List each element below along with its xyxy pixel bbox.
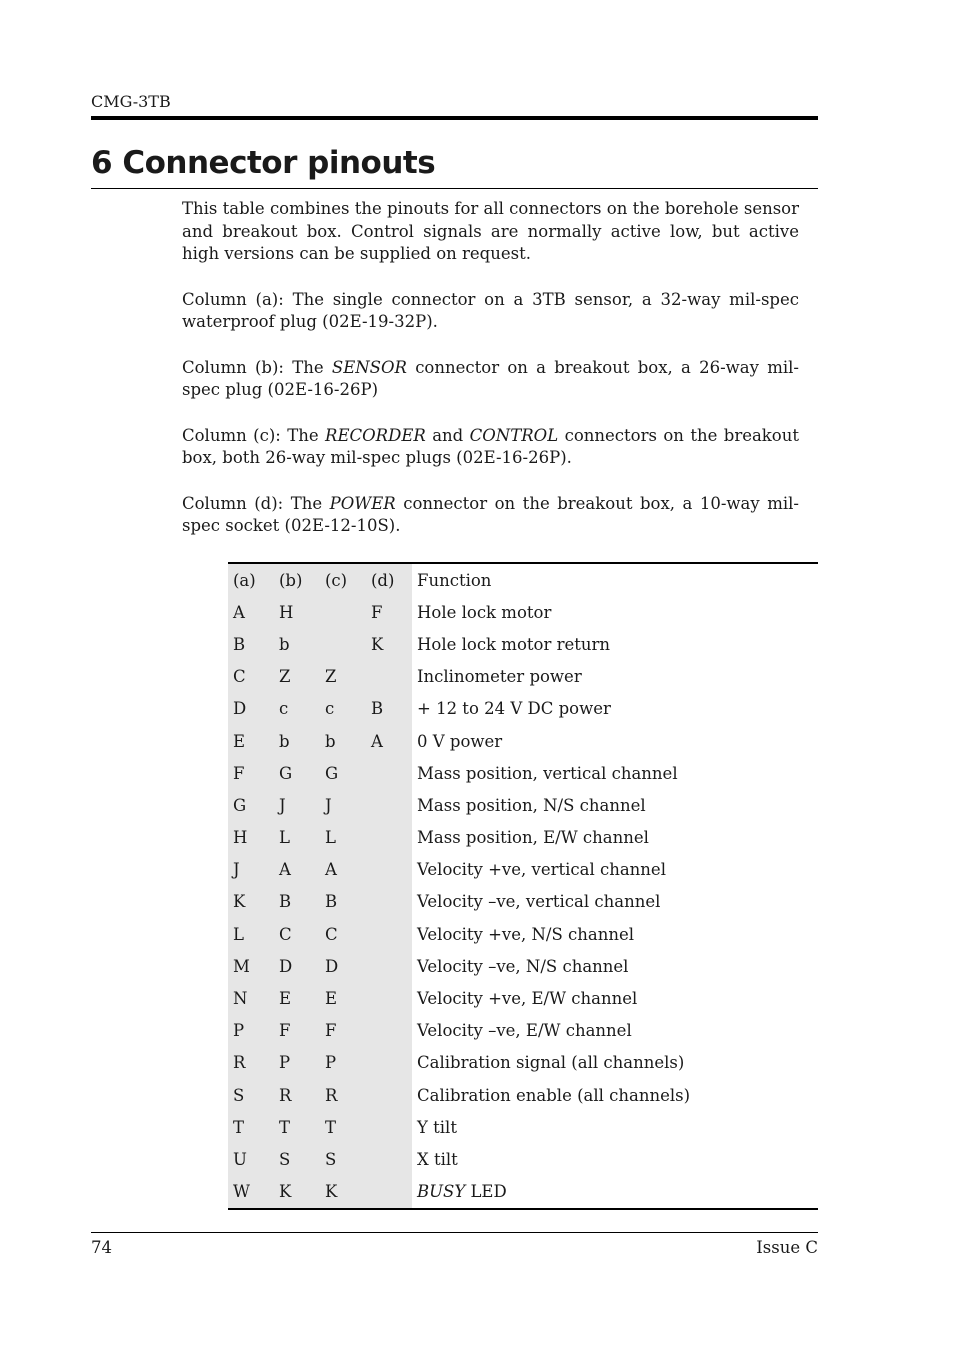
table-row (228, 1143, 818, 1175)
pin-cell-d (366, 1079, 412, 1111)
function-cell: Velocity –ve, vertical channel (417, 892, 661, 912)
function-cell: Velocity +ve, N/S channel (417, 924, 635, 944)
pin-cell-b: c (274, 693, 320, 725)
function-cell: + 12 to 24 V DC power (417, 699, 611, 719)
body-text (182, 198, 799, 561)
pin-cell-c: C (320, 918, 366, 950)
pin-cell-c: A (320, 854, 366, 886)
pin-cell-b: G (274, 757, 320, 789)
function-cell: Inclinometer power (417, 667, 582, 687)
pin-cell-b: K (274, 1176, 320, 1209)
pin-cell-b: D (274, 950, 320, 982)
pin-cell-c: R (320, 1079, 366, 1111)
pin-cell-a: E (228, 725, 274, 757)
paragraph-column-c (182, 425, 799, 470)
pin-cell-b: E (274, 982, 320, 1014)
pin-cell-c: F (320, 1015, 366, 1047)
function-cell: Velocity +ve, E/W channel (417, 989, 638, 1009)
table-body (228, 596, 818, 1209)
pin-cell-b: S (274, 1143, 320, 1175)
table-row (228, 886, 818, 918)
pin-cell-b: F (274, 1015, 320, 1047)
pin-cell-b: L (274, 822, 320, 854)
pin-cell-d (366, 854, 412, 886)
function-cell: Mass position, E/W channel (417, 828, 649, 848)
pin-cell-c: T (320, 1111, 366, 1143)
pin-cell-a: B (228, 628, 274, 660)
table-row (228, 789, 818, 821)
pin-cell-c: c (320, 693, 366, 725)
pin-cell-b: b (274, 628, 320, 660)
table-row (228, 596, 818, 628)
pin-cell-a: T (228, 1111, 274, 1143)
pinout-table (228, 562, 818, 1210)
pin-cell-a: P (228, 1015, 274, 1047)
pin-cell-b: P (274, 1047, 320, 1079)
pin-cell-c: P (320, 1047, 366, 1079)
pin-cell-d (366, 950, 412, 982)
pin-cell-a: R (228, 1047, 274, 1079)
pin-cell-d (366, 661, 412, 693)
pin-cell-d (366, 822, 412, 854)
function-cell: Velocity –ve, E/W channel (417, 1021, 632, 1041)
table-row (228, 693, 818, 725)
pin-cell-d: K (366, 628, 412, 660)
pin-cell-a: L (228, 918, 274, 950)
table-row (228, 1015, 818, 1047)
pin-cell-d (366, 1047, 412, 1079)
pin-cell-c: J (320, 789, 366, 821)
function-cell: Calibration enable (all channels) (417, 1085, 691, 1105)
chapter-title: 6 Connector pinouts (91, 145, 436, 181)
connector-name-recorder: RECORDER (325, 425, 426, 445)
table-row (228, 725, 818, 757)
table-row (228, 1176, 818, 1209)
header-col-d: (d) (366, 563, 412, 596)
paragraph-column-a: Column (a): The single connector on a 3TB sensor, a 32-way mil-spec waterproof plug (02E-19-32P). (182, 289, 799, 331)
header-rule (91, 116, 818, 120)
header-col-c: (c) (320, 563, 366, 596)
pin-cell-d (366, 1111, 412, 1143)
pin-cell-c (320, 628, 366, 660)
table-row (228, 628, 818, 660)
pin-cell-d (366, 982, 412, 1014)
pin-cell-d: B (366, 693, 412, 725)
pin-cell-b: Z (274, 661, 320, 693)
text-fragment: LED (465, 1182, 507, 1202)
pin-cell-c (320, 596, 366, 628)
table-row (228, 1047, 818, 1079)
table-row (228, 950, 818, 982)
function-cell: Hole lock motor return (417, 634, 611, 654)
page-number: 74 (91, 1238, 112, 1257)
pin-cell-a: F (228, 757, 274, 789)
footer-rule (91, 1232, 818, 1233)
pin-cell-a: J (228, 854, 274, 886)
pin-cell-c: B (320, 886, 366, 918)
pin-cell-c: G (320, 757, 366, 789)
pin-cell-c: L (320, 822, 366, 854)
connector-name-power: POWER (329, 493, 396, 513)
pin-cell-d (366, 886, 412, 918)
pin-cell-b: R (274, 1079, 320, 1111)
text-fragment: and (425, 425, 470, 445)
text-fragment: Column (b): The (182, 357, 332, 377)
function-cell: Hole lock motor (417, 602, 552, 622)
text-fragment: connector on a breakout box, a 26-way mil-spec plug (02E-16-26P) (182, 357, 799, 399)
function-cell: X tilt (417, 1149, 458, 1169)
pin-cell-a: C (228, 661, 274, 693)
pin-cell-b: B (274, 886, 320, 918)
table-row (228, 822, 818, 854)
running-title: CMG-3TB (91, 92, 171, 111)
pin-cell-a: G (228, 789, 274, 821)
table-row (228, 757, 818, 789)
pin-cell-c: S (320, 1143, 366, 1175)
connector-name-sensor: SENSOR (331, 357, 407, 377)
text-fragment: Column (c): The (182, 425, 326, 445)
pin-cell-d (366, 1176, 412, 1209)
pin-cell-b: H (274, 596, 320, 628)
pin-cell-a: N (228, 982, 274, 1014)
table-row (228, 982, 818, 1014)
table-row (228, 661, 818, 693)
pin-cell-b: A (274, 854, 320, 886)
function-cell (412, 1176, 818, 1209)
pin-cell-d (366, 918, 412, 950)
text-fragment: connector on the breakout box, a 10-way mil-spec socket (02E-12-10S). (182, 493, 799, 535)
title-rule (91, 188, 818, 189)
function-cell: Calibration signal (all channels) (417, 1053, 685, 1073)
pin-cell-a: K (228, 886, 274, 918)
table-header-row (228, 563, 818, 596)
table-row (228, 1079, 818, 1111)
pin-cell-d: A (366, 725, 412, 757)
issue-label: Issue C (756, 1238, 818, 1257)
pin-cell-a: D (228, 693, 274, 725)
pin-cell-c: D (320, 950, 366, 982)
pin-cell-c: E (320, 982, 366, 1014)
function-cell: Velocity –ve, N/S channel (417, 956, 629, 976)
pin-cell-d (366, 1015, 412, 1047)
pin-cell-a: W (228, 1176, 274, 1209)
table-row (228, 854, 818, 886)
pin-cell-a: M (228, 950, 274, 982)
header-col-a: (a) (228, 563, 274, 596)
function-cell: 0 V power (417, 731, 503, 751)
paragraph-column-b (182, 357, 799, 402)
paragraph-intro: This table combines the pinouts for all connectors on the borehole sensor and breakout box. Control signals are normally active low, but active high versions can be supplied on request. (182, 199, 799, 263)
function-cell: Mass position, N/S channel (417, 795, 646, 815)
pin-cell-d (366, 1143, 412, 1175)
pin-cell-b: b (274, 725, 320, 757)
connector-name-control: CONTROL (469, 425, 559, 445)
pin-cell-c: Z (320, 661, 366, 693)
pin-cell-d: F (366, 596, 412, 628)
pin-cell-a: S (228, 1079, 274, 1111)
header-function: Function (417, 570, 492, 590)
function-cell: Velocity +ve, vertical channel (417, 860, 666, 880)
pin-cell-a: A (228, 596, 274, 628)
pin-cell-d (366, 757, 412, 789)
header-col-b: (b) (274, 563, 320, 596)
pin-cell-d (366, 789, 412, 821)
text-fragment: Column (d): The (182, 493, 330, 513)
pin-cell-b: J (274, 789, 320, 821)
pin-cell-a: H (228, 822, 274, 854)
pin-cell-b: T (274, 1111, 320, 1143)
text-fragment: connectors on the breakout box, both 26-way mil-spec plugs (02E-16-26P). (182, 425, 799, 467)
pin-cell-a: U (228, 1143, 274, 1175)
table-row (228, 1111, 818, 1143)
pin-cell-c: K (320, 1176, 366, 1209)
function-cell: Y tilt (417, 1117, 457, 1137)
signal-name-busy: BUSY (417, 1182, 466, 1202)
paragraph-column-d (182, 493, 799, 538)
table-row (228, 918, 818, 950)
pin-cell-c: b (320, 725, 366, 757)
function-cell: Mass position, vertical channel (417, 763, 678, 783)
pin-cell-b: C (274, 918, 320, 950)
